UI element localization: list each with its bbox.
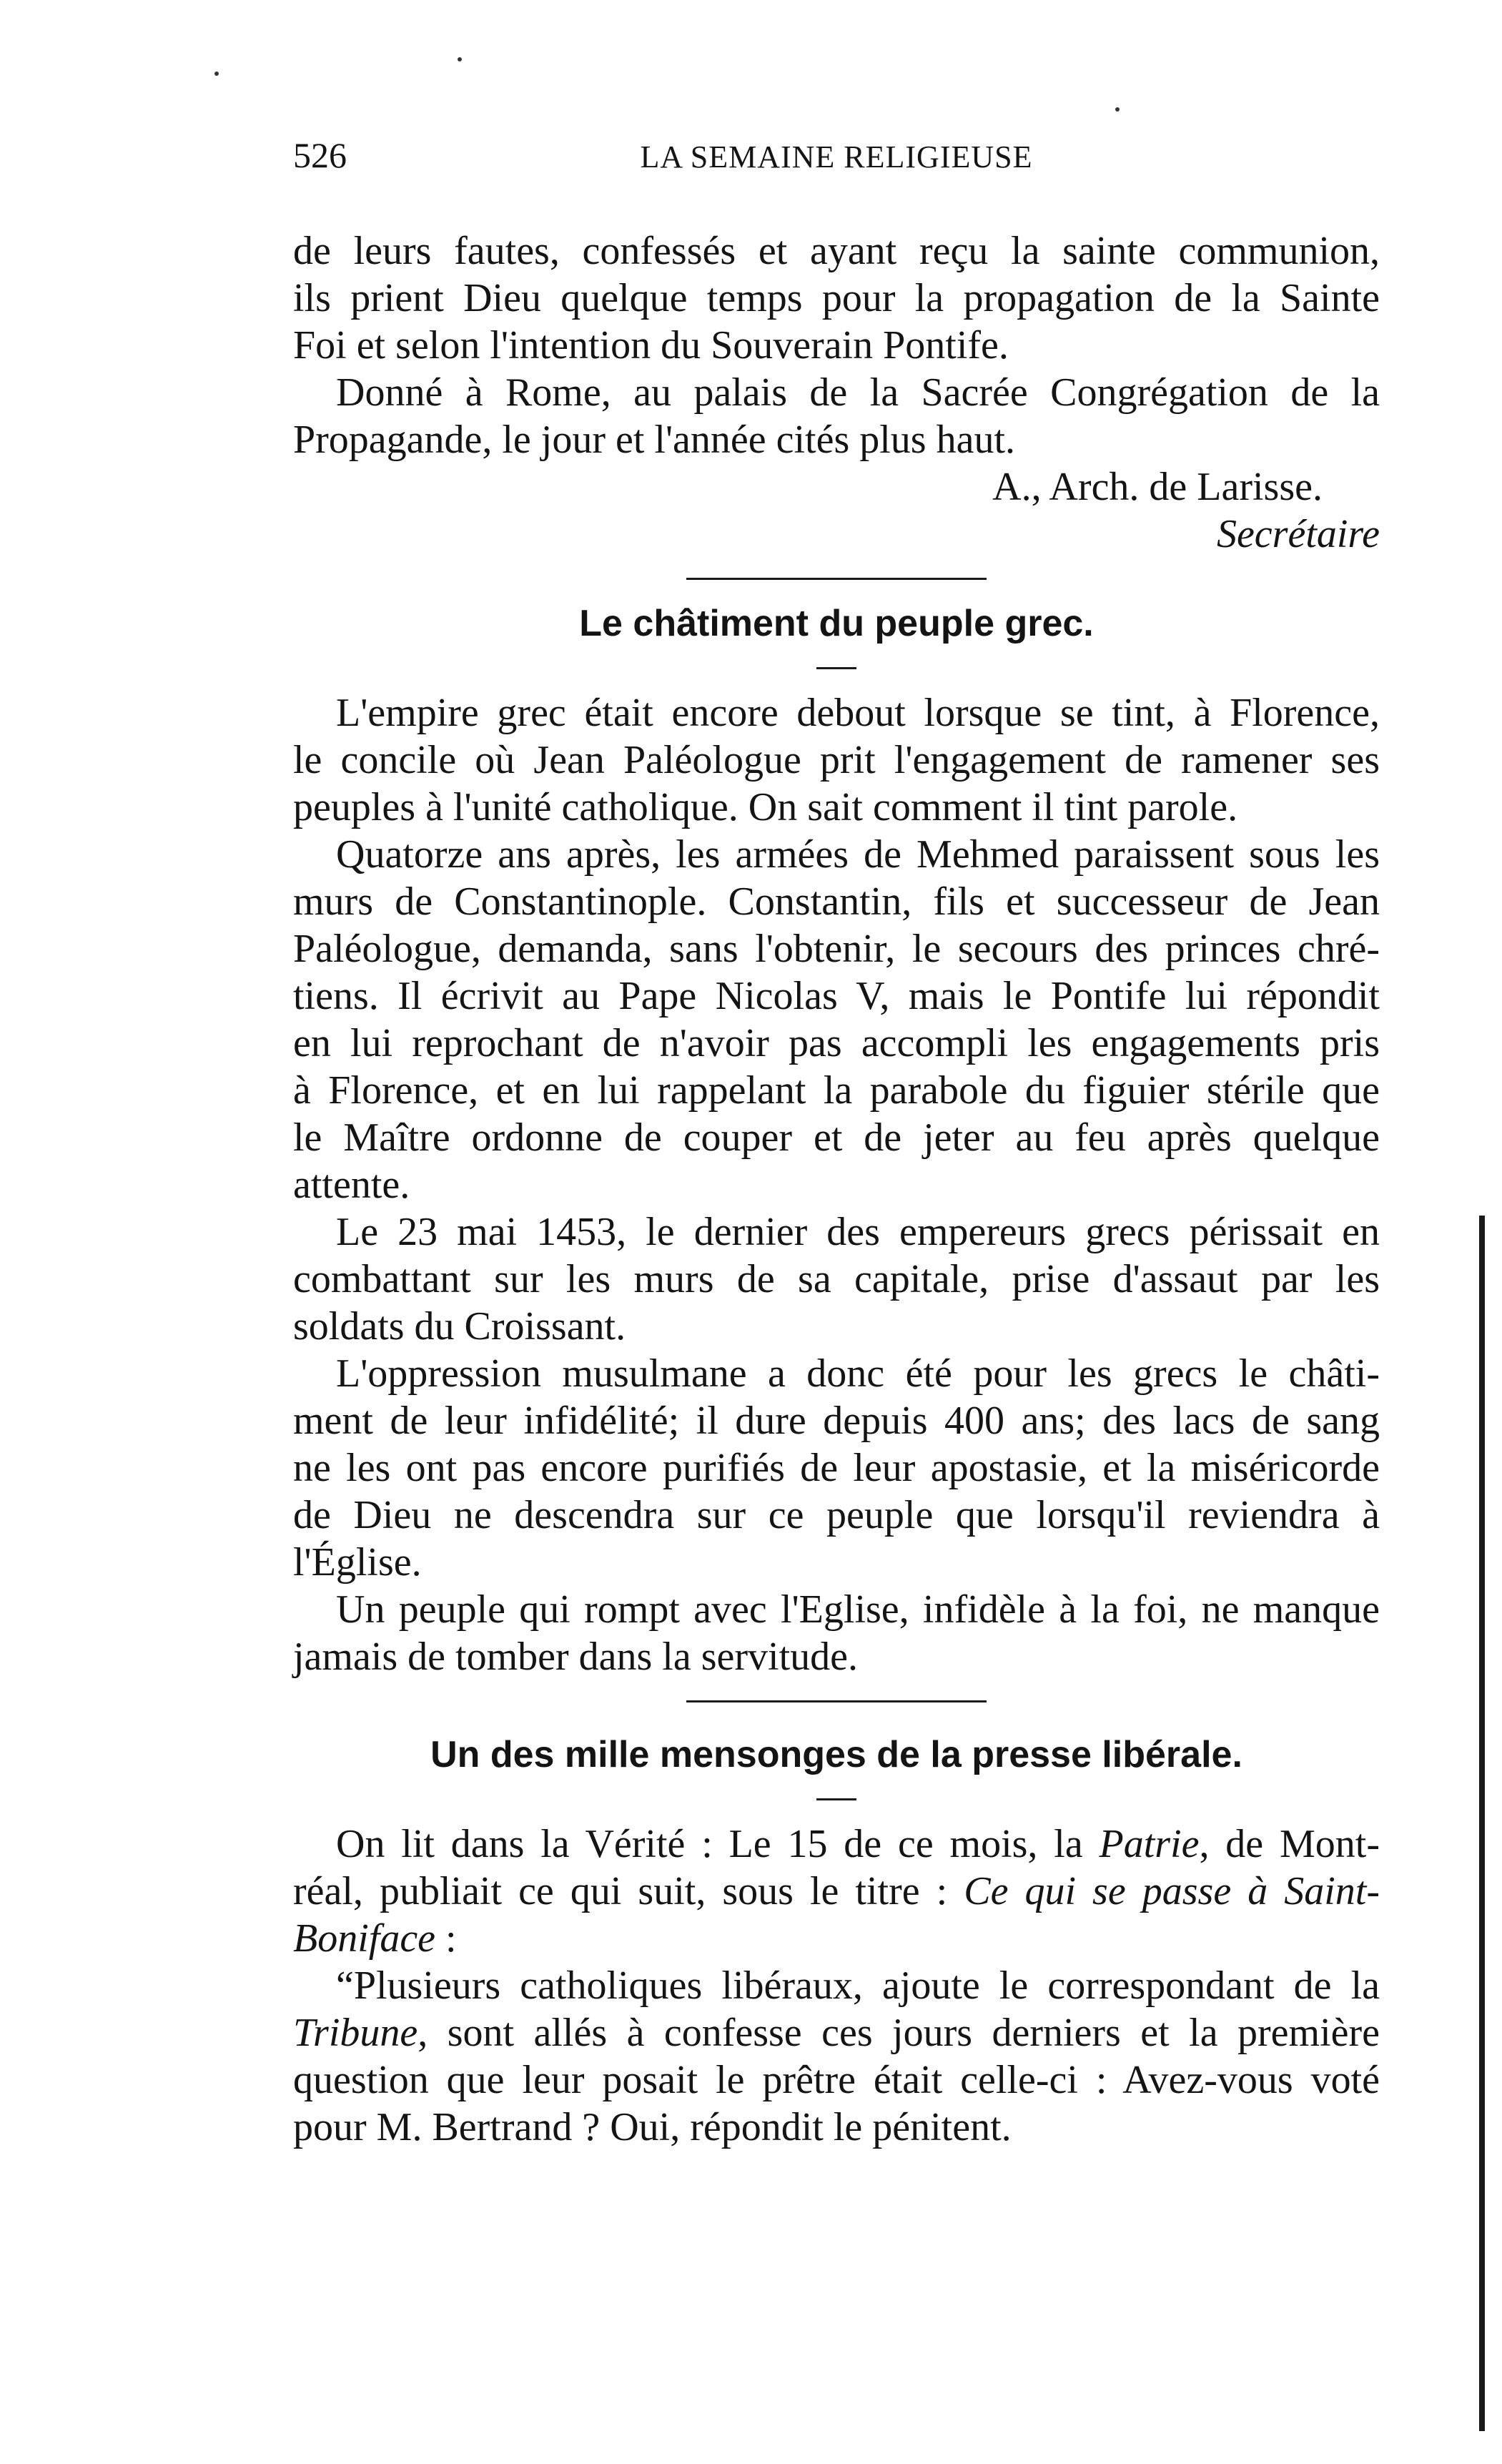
text-line: attente.	[293, 1163, 410, 1207]
text-line: peuples à l'unité catholique. On sait comment il tint parole.	[293, 785, 1238, 829]
section-title: Un des mille mensonges de la presse libérale.	[430, 1734, 1242, 1775]
text-line: Le 23 mai 1453, le dernier des empereurs grecs périssait en	[336, 1210, 1380, 1254]
text-line: en lui reprochant de n'avoir pas accompli les engagements pris	[293, 1021, 1380, 1065]
running-title: LA SEMAINE RELIGIEUSE	[640, 139, 1033, 174]
text-span: :	[435, 1916, 457, 1961]
scan-speck	[1115, 107, 1120, 112]
text-line: tiens. Il écrivit au Pape Nicolas V, mais le Pontife lui répondit	[293, 974, 1380, 1018]
text-line: ment de leur infidélité; il dure depuis 400 ans; des lacs de sang	[293, 1399, 1380, 1443]
text-line: question que leur posait le prêtre était celle-ci : Avez-vous voté	[293, 2058, 1380, 2102]
text-line: le Maître ordonne de couper et de jeter au feu après quelque	[293, 1115, 1380, 1160]
scan-speck	[214, 72, 219, 76]
text-line: L'oppression musulmane a donc été pour les grecs le châti-	[336, 1351, 1380, 1396]
text-line: murs de Constantinople. Constantin, fils et successeur de Jean	[293, 879, 1380, 924]
text-line: Un peuple qui rompt avec l'Eglise, infidèle à la foi, ne manque	[336, 1587, 1380, 1632]
text-line: ne les ont pas encore purifiés de leur apostasie, et la miséricorde	[293, 1446, 1380, 1490]
text-line	[293, 1820, 1380, 1868]
text-line: ils prient Dieu quelque temps pour la propagation de la Sainte	[293, 276, 1380, 320]
text-line: “Plusieurs catholiques libéraux, ajoute le correspondant de la	[336, 1963, 1380, 2008]
text-line	[293, 2009, 1380, 2056]
text-span: On lit dans la Vérité : Le 15 de ce mois, la	[336, 1822, 1100, 1866]
article-liberal-press	[293, 1820, 1380, 2151]
text-line: de Dieu ne descendra sur ce peuple que lorsqu'il reviendra à	[293, 1493, 1380, 1537]
text-line: Paléologue, demanda, sans l'obtenir, le secours des princes chré-	[293, 927, 1380, 971]
text-line: soldats du Croissant.	[293, 1304, 626, 1349]
text-line: pour M. Bertrand ? Oui, répondit le pénitent.	[293, 2105, 1012, 2149]
quoted-title: Boniface	[293, 1916, 436, 1961]
text-line	[293, 1868, 1380, 1915]
decree-paragraph	[293, 227, 1380, 558]
text-line: à Florence, et en lui rappelant la parabole du figuier stérile que	[293, 1068, 1380, 1113]
text-line: l'Église.	[293, 1540, 422, 1585]
page-header	[293, 134, 1380, 192]
text-span: , de Mont-	[1199, 1822, 1380, 1866]
text-line: Foi et selon l'intention du Souverain Pontife.	[293, 323, 1009, 368]
text-line: L'empire grec était encore debout lorsque se tint, à Florence,	[336, 691, 1380, 735]
text-line: Propagande, le jour et l'année cités plus haut.	[293, 418, 1015, 462]
page-body	[293, 227, 1380, 2151]
article-greek-people	[293, 689, 1380, 1680]
quoted-title: Ce qui se passe à Saint-	[964, 1869, 1380, 1913]
page-number: 526	[293, 135, 347, 175]
text-line: Quatorze ans après, les armées de Mehmed paraissent sous les	[336, 832, 1380, 877]
scan-edge-shadow	[1479, 1216, 1485, 2431]
scan-speck	[458, 57, 462, 61]
text-span: , sont allés à confesse ces jours derniers et la première	[418, 2011, 1380, 2055]
text-line: Donné à Rome, au palais de la Sacrée Congrégation de la	[336, 370, 1380, 415]
text-line	[293, 1915, 1380, 1962]
text-line: de leurs fautes, confessés et ayant reçu la sainte communion,	[293, 229, 1380, 273]
newspaper-name: Tribune	[293, 2011, 418, 2055]
signature: A., Arch. de Larisse.	[992, 465, 1323, 509]
section-title: Le châtiment du peuple grec.	[579, 603, 1094, 644]
text-span: réal, publiait ce qui suit, sous le titre :	[293, 1869, 964, 1913]
newspaper-name: Patrie	[1099, 1822, 1200, 1866]
text-line: combattant sur les murs de sa capitale, prise d'assaut par les	[293, 1257, 1380, 1301]
text-line: jamais de tomber dans la servitude.	[293, 1635, 858, 1679]
signature-title: Secrétaire	[1216, 512, 1380, 556]
text-line: le concile où Jean Paléologue prit l'engagement de ramener ses	[293, 738, 1380, 782]
